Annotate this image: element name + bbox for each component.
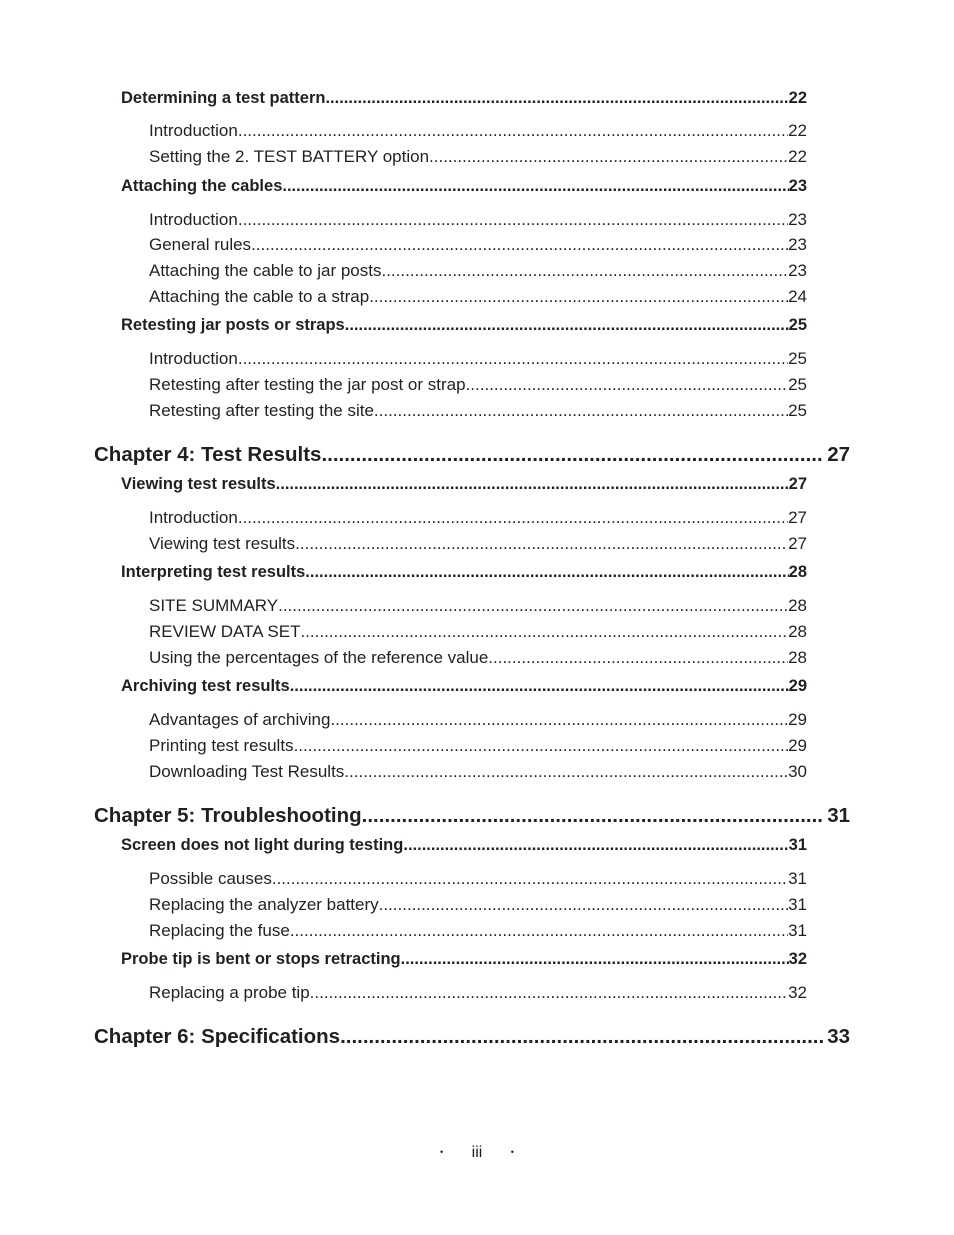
toc-entry-title: Possible causes (149, 869, 272, 888)
toc-subsection-replacing-the-fuse[interactable] (149, 921, 807, 941)
toc-subsection-general-rules[interactable] (149, 235, 807, 255)
toc-page-number: 25 (788, 316, 807, 334)
toc-page-number: 25 (788, 349, 807, 368)
toc-leader-dots (403, 836, 788, 855)
toc-subsection-cable-to-strap[interactable] (149, 287, 807, 307)
toc-page-number: 27 (788, 534, 807, 553)
toc-subsection-introduction[interactable] (149, 210, 807, 230)
toc-page-number: 23 (788, 235, 807, 254)
toc-leader-dots (330, 710, 788, 730)
toc-leader-dots (381, 261, 788, 281)
toc-page-number: 28 (788, 596, 807, 615)
toc-page-number: 25 (788, 375, 807, 394)
toc-entry-title: Introduction (149, 210, 238, 229)
toc-leader-dots (294, 736, 789, 756)
toc-entry-title: Downloading Test Results (149, 762, 345, 781)
toc-section-attaching-the-cables[interactable] (121, 177, 807, 196)
toc-section-screen-does-not-light[interactable] (121, 836, 807, 855)
toc-entry-title: Screen does not light during testing (121, 836, 404, 854)
toc-page-number: 22 (788, 147, 807, 166)
toc-page-number: 31 (788, 895, 807, 914)
toc-leader-dots (305, 563, 788, 582)
toc-entry-title: SITE SUMMARY (149, 596, 279, 615)
toc-section-determining-a-test-pattern[interactable] (121, 89, 807, 108)
toc-subsection-retesting-after-site[interactable] (149, 401, 807, 421)
toc-section-retesting-jar-posts[interactable] (121, 316, 807, 335)
toc-entry-title: Viewing test results (149, 534, 296, 553)
toc-page-number: 27 (827, 443, 850, 466)
toc-leader-dots (295, 534, 788, 554)
toc-page-number: 32 (788, 983, 807, 1002)
toc-leader-dots (321, 443, 823, 467)
toc-entry-title: Retesting after testing the site (149, 401, 374, 420)
toc-subsection-replacing-probe-tip[interactable] (149, 983, 807, 1003)
toc-subsection-printing-test-results[interactable] (149, 736, 807, 756)
toc-subsection-review-data-set[interactable] (149, 622, 807, 642)
toc-entry-title: Chapter 6: Specifications (94, 1025, 341, 1048)
toc-subsection-cable-to-jar-posts[interactable] (149, 261, 807, 281)
toc-entry-title: Replacing the fuse (149, 921, 290, 940)
toc-chapter-5[interactable] (94, 804, 850, 828)
toc-entry-title: Attaching the cable to a strap (149, 287, 370, 306)
toc-page-number: 31 (788, 869, 807, 888)
toc-entry-title: Replacing the analyzer battery (149, 895, 379, 914)
toc-page-number: 31 (827, 804, 850, 827)
toc-page-number: 24 (788, 287, 807, 306)
toc-leader-dots (290, 921, 788, 941)
toc-page-number: 28 (788, 622, 807, 641)
footer-bullet-left: • (440, 1147, 444, 1157)
toc-leader-dots (238, 210, 788, 230)
toc-entry-title: REVIEW DATA SET (149, 622, 301, 641)
toc-entry-title: General rules (149, 235, 252, 254)
toc-chapter-6[interactable] (94, 1025, 850, 1049)
toc-leader-dots (340, 1025, 823, 1049)
toc-section-archiving-test-results[interactable] (121, 677, 807, 696)
toc-leader-dots (374, 401, 788, 421)
toc-entry-title: Attaching the cable to jar posts (149, 261, 382, 280)
toc-entry-title: Setting the 2. TEST BATTERY option (149, 147, 430, 166)
toc-entry-title: Viewing test results (121, 475, 276, 493)
toc-subsection-introduction[interactable] (149, 121, 807, 141)
toc-leader-dots (344, 762, 788, 782)
toc-subsection-viewing-test-results[interactable] (149, 534, 807, 554)
toc-chapter-4[interactable] (94, 443, 850, 467)
toc-entry-title: Attaching the cables (121, 177, 283, 195)
toc-page-number: 22 (788, 89, 807, 107)
toc-entry-title: Interpreting test results (121, 563, 306, 581)
toc-leader-dots (369, 287, 788, 307)
toc-leader-dots (325, 89, 788, 108)
toc-page-number: 23 (788, 177, 807, 195)
toc-leader-dots (276, 475, 789, 494)
toc-page-number: 30 (788, 762, 807, 781)
toc-entry-title: Introduction (149, 508, 238, 527)
toc-leader-dots (278, 596, 788, 616)
toc-page-number: 25 (788, 401, 807, 420)
toc-leader-dots (345, 316, 789, 335)
toc-leader-dots (488, 648, 788, 668)
toc-page-number: 33 (827, 1025, 850, 1048)
toc-leader-dots (401, 950, 789, 969)
toc-leader-dots (282, 177, 788, 196)
toc-entry-title: Replacing a probe tip (149, 983, 310, 1002)
toc-page-number: 29 (788, 710, 807, 729)
toc-page-number: 23 (788, 210, 807, 229)
toc-leader-dots (310, 983, 788, 1003)
toc-leader-dots (290, 677, 789, 696)
toc-page-number: 23 (788, 261, 807, 280)
toc-subsection-possible-causes[interactable] (149, 869, 807, 889)
toc-subsection-setting-test-battery-option[interactable] (149, 147, 807, 167)
toc-leader-dots (466, 375, 789, 395)
page-number: iii (471, 1144, 483, 1161)
toc-subsection-introduction[interactable] (149, 508, 807, 528)
toc-entry-title: Retesting after testing the jar post or strap (149, 375, 466, 394)
toc-entry-title: Probe tip is bent or stops retracting (121, 950, 401, 968)
toc-leader-dots (238, 349, 788, 369)
toc-subsection-using-percentages[interactable] (149, 648, 807, 668)
toc-leader-dots (272, 869, 788, 889)
toc-section-viewing-test-results[interactable] (121, 475, 807, 494)
footer-bullet-right: • (510, 1147, 514, 1157)
toc-entry-title: Chapter 4: Test Results (94, 443, 322, 466)
toc-leader-dots (362, 804, 824, 828)
toc-subsection-replacing-analyzer-battery[interactable] (149, 895, 807, 915)
toc-entry-title: Advantages of archiving (149, 710, 331, 729)
toc-subsection-downloading-test-results[interactable] (149, 762, 807, 782)
toc-entry-title: Printing test results (149, 736, 294, 755)
toc-section-probe-tip-bent[interactable] (121, 950, 807, 969)
toc-subsection-introduction[interactable] (149, 349, 807, 369)
toc-entry-title: Determining a test pattern (121, 89, 326, 107)
toc-entry-title: Introduction (149, 349, 238, 368)
toc-entry-title: Chapter 5: Troubleshooting (94, 804, 362, 827)
toc-page-number: 31 (788, 921, 807, 940)
toc-subsection-site-summary[interactable] (149, 596, 807, 616)
toc-page-number: 29 (788, 736, 807, 755)
toc-entry-title: Using the percentages of the reference value (149, 648, 489, 667)
toc-section-interpreting-test-results[interactable] (121, 563, 807, 582)
toc-entry-title: Retesting jar posts or straps (121, 316, 345, 334)
toc-leader-dots (238, 508, 788, 528)
toc-leader-dots (300, 622, 788, 642)
toc-page-number: 29 (788, 677, 807, 695)
toc-leader-dots (429, 147, 788, 167)
toc-subsection-retesting-after-jar-post[interactable] (149, 375, 807, 395)
toc-subsection-advantages-of-archiving[interactable] (149, 710, 807, 730)
toc-page-number: 28 (788, 563, 807, 581)
toc-page-number: 22 (788, 121, 807, 140)
toc-leader-dots (238, 121, 788, 141)
toc-page-number: 27 (788, 508, 807, 527)
toc-page-number: 28 (788, 648, 807, 667)
toc-page-number: 32 (788, 950, 807, 968)
toc-leader-dots (251, 235, 788, 255)
toc-leader-dots (379, 895, 788, 915)
toc-entry-title: Introduction (149, 121, 238, 140)
toc-entry-title: Archiving test results (121, 677, 290, 695)
toc-page-number: 31 (788, 836, 807, 854)
page-footer (0, 1144, 954, 1162)
toc-page-number: 27 (788, 475, 807, 493)
